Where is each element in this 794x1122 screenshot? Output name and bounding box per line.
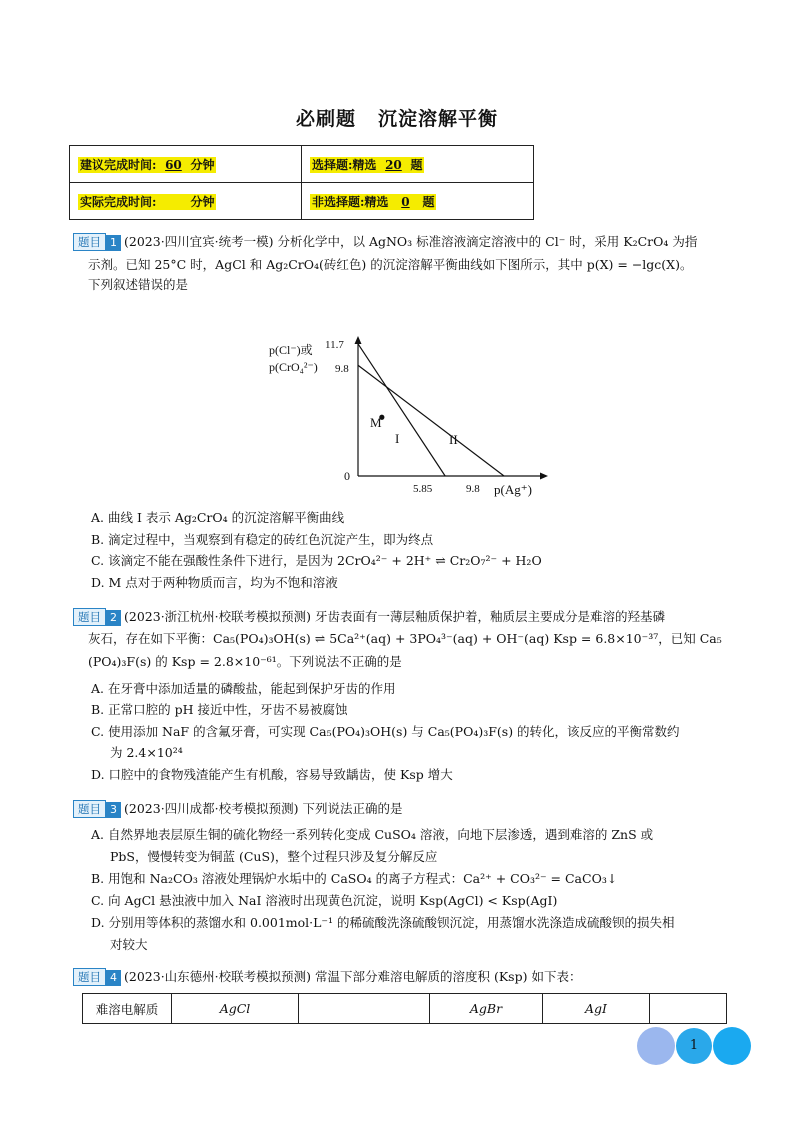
q3-label: 题目	[73, 800, 106, 818]
x-tick-9.8: 9.8	[466, 483, 480, 495]
actual-time-cell: 实际完成时间: 分钟	[70, 183, 302, 220]
table-cell	[650, 994, 727, 1024]
q4-number: 4	[106, 970, 121, 986]
q3-option-d[interactable]: D. 分别用等体积的蒸馏水和 0.001mol·L⁻¹ 的稀硫酸洗涤硫酸钡沉淀，用蒸馏水洗涤造成硫酸钡的损失相	[91, 915, 675, 930]
page-title	[0, 104, 794, 131]
x-tick-5.85: 5.85	[413, 483, 433, 495]
q3-option-a-cont: PbS，慢慢转变为铜蓝 (CuS)，整个过程只涉及复分解反应	[110, 849, 438, 864]
table-cell: AgBr	[430, 994, 543, 1024]
page-number: 1	[676, 1028, 712, 1064]
info-table	[69, 145, 534, 220]
q1-line3: 下列叙述错误的是	[88, 277, 189, 292]
y-axis-label-line1: p(Cl⁻)或	[269, 343, 313, 357]
suggest-time-value[interactable]: 60	[165, 157, 182, 172]
q2-option-b[interactable]: B. 正常口腔的 pH 接近中性，牙齿不易被腐蚀	[91, 702, 348, 717]
q1-number: 1	[106, 235, 121, 251]
q1-line1: 题目 1 (2023·四川宜宾·统考一模) 分析化学中，以 AgNO₃ 标准溶液滴定溶液中的 Cl⁻ 时，采用 K₂CrO₄ 为指	[73, 233, 697, 251]
q3-option-b[interactable]: B. 用饱和 Na₂CO₃ 溶液处理锅炉水垢中的 CaSO₄ 的离子方程式：Ca²⁺ + CO₃²⁻ = CaCO₃↓	[91, 871, 618, 886]
nonchoice-count-value[interactable]: 0	[401, 194, 410, 209]
q1-option-d[interactable]: D. M 点对于两种物质而言，均为不饱和溶液	[91, 575, 338, 590]
q3-option-d-cont: 对较大	[110, 937, 148, 952]
q2-option-c-cont: 为 2.4×10²⁴	[110, 745, 183, 760]
x-axis-arrow	[540, 473, 548, 480]
solubility-chart	[250, 330, 570, 505]
table-row	[83, 994, 727, 1024]
title-sub: 沉淀溶解平衡	[378, 108, 499, 130]
q3-line1: 题目 3 (2023·四川成都·校考模拟预测) 下列说法正确的是	[73, 800, 403, 818]
q3-option-c[interactable]: C. 向 AgCl 悬浊液中加入 NaI 溶液时出现黄色沉淀，说明 Ksp(AgCl) < Ksp(AgI)	[91, 893, 558, 908]
q1-option-c[interactable]: C. 该滴定不能在强酸性条件下进行，是因为 2CrO₄²⁻ + 2H⁺ ⇌ Cr₂O₇²⁻ + H₂O	[91, 553, 542, 568]
curve-II-label: II	[449, 432, 458, 447]
q2-number: 2	[106, 610, 121, 626]
choice-count-value[interactable]: 20	[385, 157, 402, 172]
q2-line1: 题目 2 (2023·浙江杭州·校联考模拟预测) 牙齿表面有一薄层釉质保护着，釉质层主要成分是难溶的羟基磷	[73, 608, 665, 626]
q2-option-d[interactable]: D. 口腔中的食物残渣能产生有机酸，容易导致龋齿，使 Ksp 增大	[91, 767, 453, 782]
table-cell: AgCl	[172, 994, 299, 1024]
table-cell: 难溶电解质	[83, 994, 172, 1024]
q1-option-a[interactable]: A. 曲线 I 表示 Ag₂CrO₄ 的沉淀溶解平衡曲线	[91, 510, 345, 525]
q4-line1: 题目 4 (2023·山东德州·校联考模拟预测) 常温下部分难溶电解质的溶度积 (Ksp) 如下表：	[73, 968, 581, 986]
x-axis-label: p(Ag⁺)	[494, 482, 532, 497]
q1-line2: 示剂。已知 25°C 时，AgCl 和 Ag₂CrO₄(砖红色) 的沉淀溶解平衡曲线如下图所示，其中 p(X) = −lgc(X)。	[88, 257, 693, 272]
q1-label: 题目	[73, 233, 106, 251]
choice-count-cell: 选择题:精选 20 题	[302, 146, 534, 183]
curve-I	[358, 344, 445, 476]
table-cell	[299, 994, 430, 1024]
title-main: 必刷题	[295, 108, 356, 130]
y-axis-arrow	[355, 336, 362, 344]
page-dot-3	[713, 1027, 751, 1065]
ksp-table	[82, 993, 727, 1024]
point-M-label: M	[370, 415, 382, 430]
q2-option-c[interactable]: C. 使用添加 NaF 的含氟牙膏，可实现 Ca₅(PO₄)₃OH(s) 与 Ca₅(PO₄)₃F(s) 的转化，该反应的平衡常数约	[91, 724, 680, 739]
q2-line2: 灰石，存在如下平衡：Ca₅(PO₄)₃OH(s) ⇌ 5Ca²⁺(aq) + 3PO₄³⁻(aq) + OH⁻(aq) Ksp = 6.8×10⁻³⁷，已知 Ca₅	[88, 631, 722, 646]
q2-option-a[interactable]: A. 在牙膏中添加适量的磷酸盐，能起到保护牙齿的作用	[91, 681, 396, 696]
y-tick-11.7: 11.7	[325, 339, 344, 351]
suggest-time-cell: 建议完成时间: 60 分钟	[70, 146, 302, 183]
page-dot-1	[637, 1027, 675, 1065]
q1-option-b[interactable]: B. 滴定过程中，当观察到有稳定的砖红色沉淀产生，即为终点	[91, 532, 434, 547]
origin-label: 0	[344, 469, 350, 483]
y-tick-9.8: 9.8	[335, 363, 349, 375]
q2-label: 题目	[73, 608, 106, 626]
curve-I-label: I	[395, 431, 400, 446]
y-axis-label-line2: p(CrO₄²⁻)	[269, 360, 318, 374]
nonchoice-count-cell: 非选择题:精选 0 题	[302, 183, 534, 220]
q3-option-a[interactable]: A. 自然界地表层原生铜的硫化物经一系列转化变成 CuSO₄ 溶液，向地下层渗透，遇到难溶的 ZnS 或	[91, 827, 654, 842]
table-cell: AgI	[543, 994, 650, 1024]
q3-number: 3	[106, 802, 121, 818]
q2-line3: (PO₄)₃F(s) 的 Ksp = 2.8×10⁻⁶¹。下列说法不正确的是	[88, 654, 402, 669]
q4-label: 题目	[73, 968, 106, 986]
